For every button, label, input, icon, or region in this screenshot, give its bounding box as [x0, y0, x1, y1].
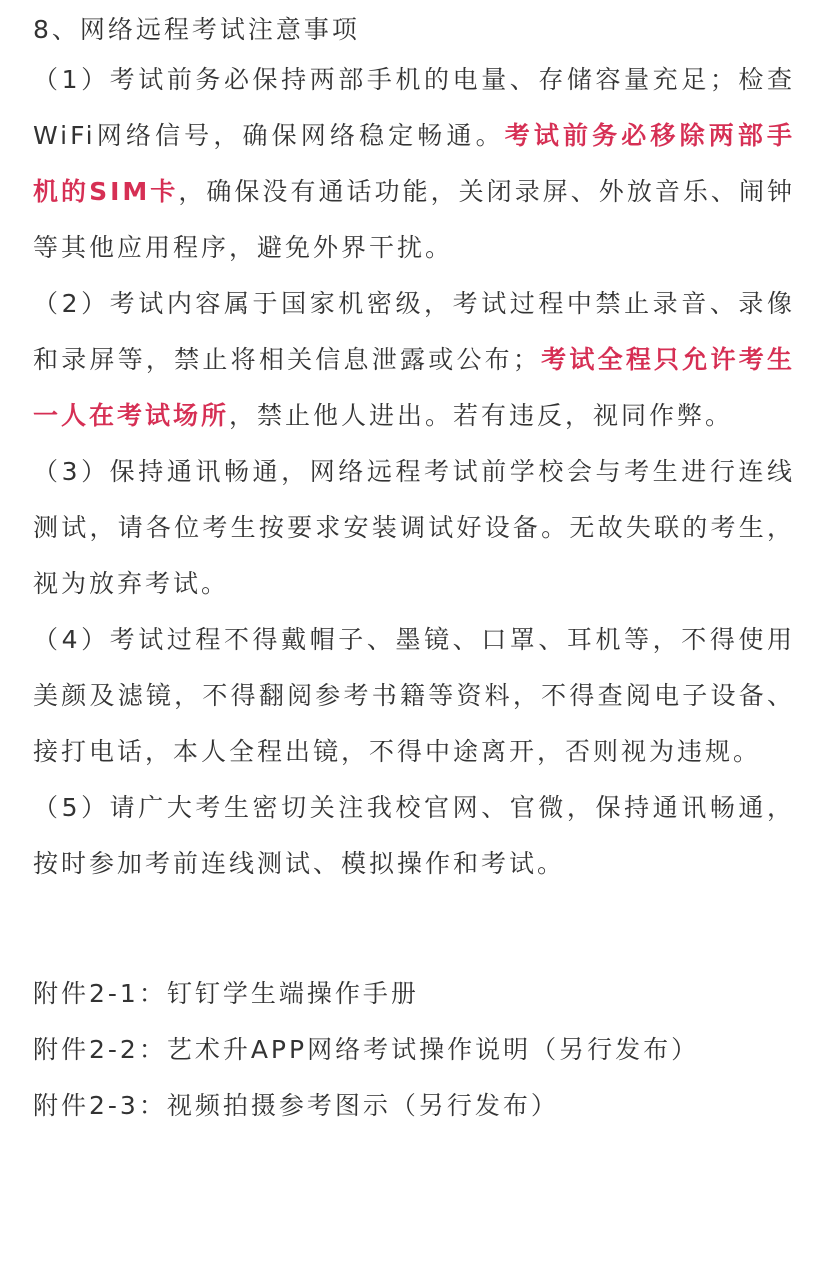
notice-item-1 [33, 52, 795, 276]
item-label: （4） [33, 625, 110, 654]
highlight-text: 考试前务必移除两部手机的SIM卡 [33, 121, 795, 206]
item-text: 考试前务必保持两部手机的电量、存储容量充足；检查WiFi网络信号，确保网络稳定畅通。 [33, 65, 795, 150]
attachment-item-3: 附件2-3：视频拍摄参考图示（另行发布） [33, 1091, 559, 1120]
item-text: 保持通讯畅通，网络远程考试前学校会与考生进行连线测试，请各位考生按要求安装调试好设备。无故失联的考生，视为放弃考试。 [33, 457, 795, 598]
attachment-item-1: 附件2-1：钉钉学生端操作手册 [33, 979, 419, 1008]
highlight-text: 考试全程只允许考生一人在考试场所 [33, 345, 795, 430]
notice-item-2 [33, 276, 795, 444]
item-label: （1） [33, 65, 110, 94]
item-label: （3） [33, 457, 110, 486]
section-spacer [33, 892, 795, 966]
attachment-item-2: 附件2-2：艺术升APP网络考试操作说明（另行发布） [33, 1035, 700, 1064]
item-text: 考试过程不得戴帽子、墨镜、口罩、耳机等，不得使用美颜及滤镜，不得翻阅参考书籍等资料，不得查阅电子设备、接打电话，本人全程出镜，不得中途离开，否则视为违规。 [33, 625, 795, 766]
item-text: 请广大考生密切关注我校官网、官微，保持通讯畅通，按时参加考前连线测试、模拟操作和考试。 [33, 793, 795, 878]
notice-item-4 [33, 612, 795, 780]
item-label: （2） [33, 289, 110, 318]
item-text: 考试内容属于国家机密级，考试过程中禁止录音、录像和录屏等，禁止将相关信息泄露或公布； [33, 289, 795, 374]
notice-item-5 [33, 780, 795, 892]
item-text: ，确保没有通话功能，关闭录屏、外放音乐、闹钟等其他应用程序，避免外界干扰。 [33, 177, 795, 262]
section-title: 8、网络远程考试注意事项 [33, 15, 360, 44]
notice-item-3 [33, 444, 795, 612]
item-text: ，禁止他人进出。若有违反，视同作弊。 [229, 401, 734, 430]
item-label: （5） [33, 793, 110, 822]
